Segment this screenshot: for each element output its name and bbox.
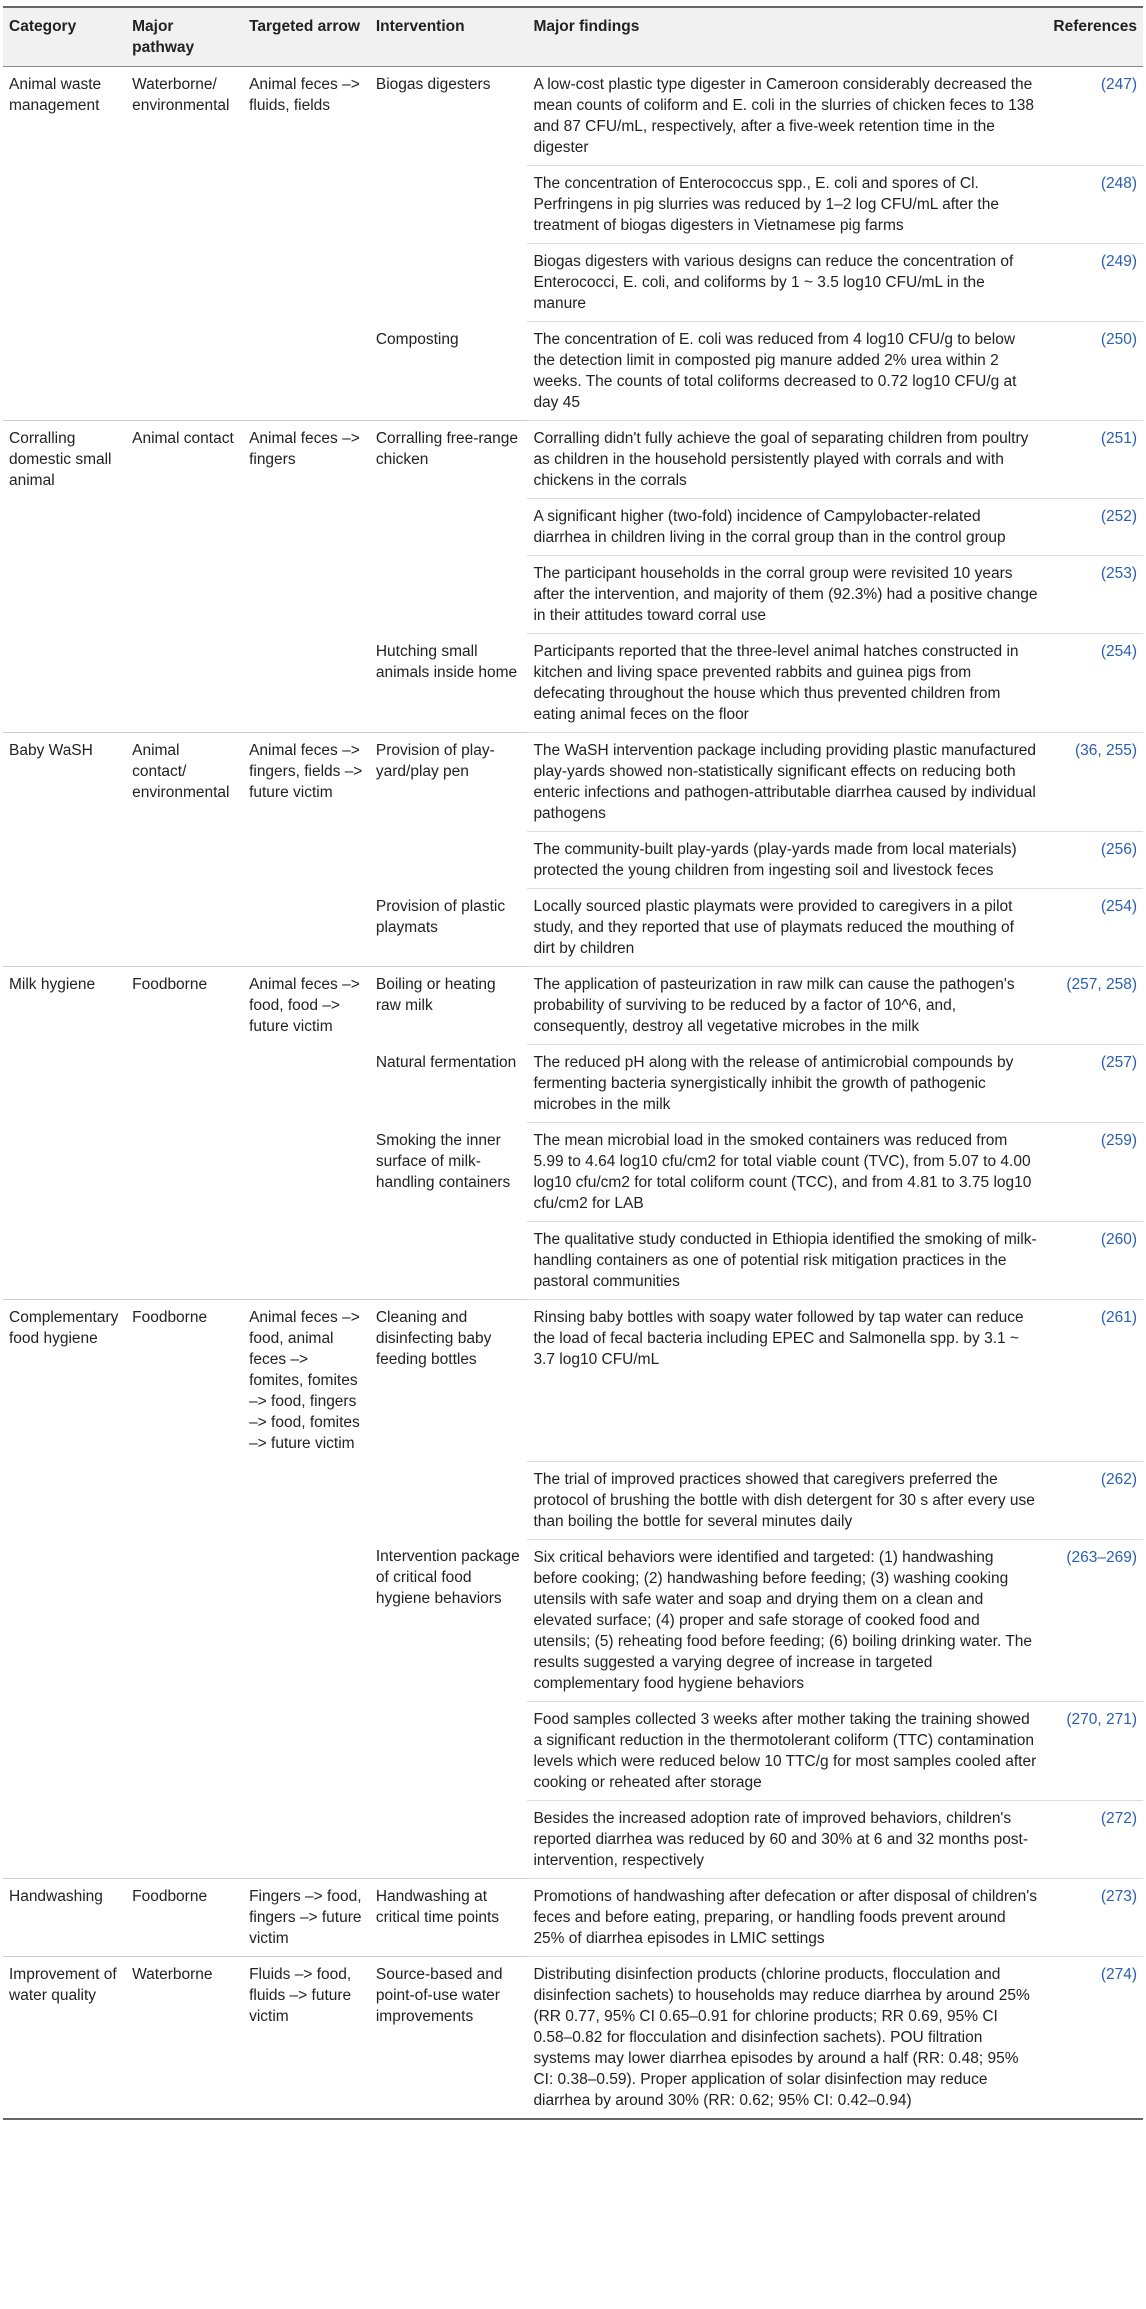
table-row xyxy=(3,1045,1143,1123)
row-reference[interactable]: (252) xyxy=(1045,499,1144,556)
row-reference[interactable]: (257, 258) xyxy=(1045,967,1144,1045)
row-intervention: Corralling free-range chicken xyxy=(370,421,528,499)
row-targeted-arrow xyxy=(243,832,370,889)
row-intervention xyxy=(370,499,528,556)
row-intervention: Handwashing at critical time points xyxy=(370,1878,528,1956)
row-targeted-arrow xyxy=(243,1123,370,1222)
row-intervention: Source-based and point-of-use water improvements xyxy=(370,1956,528,2119)
row-reference[interactable]: (259) xyxy=(1045,1123,1144,1222)
row-category: Complementary food hygiene xyxy=(3,1300,126,1462)
row-targeted-arrow xyxy=(243,322,370,421)
row-category xyxy=(3,1123,126,1222)
row-intervention xyxy=(370,1701,528,1800)
row-reference[interactable]: (254) xyxy=(1045,634,1144,733)
table-row xyxy=(3,421,1143,499)
row-reference[interactable]: (36, 255) xyxy=(1045,733,1144,832)
table-row xyxy=(3,1701,1143,1800)
row-pathway xyxy=(126,322,243,421)
row-intervention xyxy=(370,832,528,889)
header-category: Category xyxy=(3,7,126,67)
row-reference[interactable]: (274) xyxy=(1045,1956,1144,2119)
row-category xyxy=(3,166,126,244)
row-category: Baby WaSH xyxy=(3,733,126,832)
row-major-finding: The application of pasteurization in raw milk can cause the pathogen's probability of surviving to be reduced by a factor of 10^6, and, consequently, destroy all vegetative microbes in the milk xyxy=(527,967,1044,1045)
row-targeted-arrow xyxy=(243,1800,370,1878)
table-row xyxy=(3,322,1143,421)
row-intervention: Provision of play-yard/play pen xyxy=(370,733,528,832)
table-row xyxy=(3,1539,1143,1701)
row-intervention xyxy=(370,244,528,322)
row-targeted-arrow: Fluids –> food, fluids –> future victim xyxy=(243,1956,370,2119)
row-category xyxy=(3,1222,126,1300)
table-row xyxy=(3,832,1143,889)
table-row xyxy=(3,1123,1143,1222)
row-pathway xyxy=(126,832,243,889)
row-category xyxy=(3,322,126,421)
row-major-finding: Participants reported that the three-level animal hatches constructed in kitchen and living space prevented rabbits and guinea pigs from defecating throughout the house which thus prevented children from eating animal feces on the floor xyxy=(527,634,1044,733)
row-reference[interactable]: (262) xyxy=(1045,1461,1144,1539)
row-reference[interactable]: (251) xyxy=(1045,421,1144,499)
row-category xyxy=(3,1800,126,1878)
row-major-finding: The reduced pH along with the release of antimicrobial compounds by fermenting bacteria synergistically inhibit the growth of pathogenic microbes in the milk xyxy=(527,1045,1044,1123)
row-category xyxy=(3,499,126,556)
table-body xyxy=(3,67,1143,2119)
row-reference[interactable]: (256) xyxy=(1045,832,1144,889)
row-major-finding: A low-cost plastic type digester in Cameroon considerably decreased the mean counts of coliform and E. coli in the slurries of chicken feces to 138 and 87 CFU/mL, respectively, after a five-week retention time in the digester xyxy=(527,67,1044,166)
row-targeted-arrow xyxy=(243,166,370,244)
row-major-finding: Food samples collected 3 weeks after mother taking the training showed a significant reduction in the thermotolerant coliform (TTC) contamination levels which were reduced below 10 TTC/g for most samples cooled after cooking or reheated after storage xyxy=(527,1701,1044,1800)
row-targeted-arrow xyxy=(243,889,370,967)
row-category: Milk hygiene xyxy=(3,967,126,1045)
row-pathway: Waterborne/ environmental xyxy=(126,67,243,166)
row-targeted-arrow: Animal feces –> food, animal feces –> fomites, fomites –> food, fingers –> food, fomites –> future victim xyxy=(243,1300,370,1462)
table-header-row xyxy=(3,7,1143,67)
row-category xyxy=(3,634,126,733)
row-pathway: Foodborne xyxy=(126,967,243,1045)
row-intervention: Hutching small animals inside home xyxy=(375,642,518,681)
row-intervention: Smoking the inner surface of milk-handling containers xyxy=(375,1131,511,1191)
row-pathway: Animal contact/ environmental xyxy=(126,733,243,832)
row-category: Corralling domestic small animal xyxy=(3,421,126,499)
row-reference[interactable]: (250) xyxy=(1045,322,1144,421)
table-row xyxy=(3,1300,1143,1462)
row-major-finding: Biogas digesters with various designs can reduce the concentration of Enterococci, E. coli, and coliforms by 1 ~ 3.5 log10 CFU/mL in the manure xyxy=(527,244,1044,322)
table-row xyxy=(3,733,1143,832)
row-category xyxy=(3,1539,126,1701)
row-reference[interactable]: (257) xyxy=(1045,1045,1144,1123)
row-targeted-arrow: Animal feces –> fingers, fields –> future victim xyxy=(243,733,370,832)
row-reference[interactable]: (254) xyxy=(1045,889,1144,967)
row-intervention xyxy=(370,556,528,634)
table-row xyxy=(3,889,1143,967)
row-intervention xyxy=(370,1461,528,1539)
row-targeted-arrow: Animal feces –> fluids, fields xyxy=(243,67,370,166)
row-targeted-arrow xyxy=(243,1045,370,1123)
row-intervention: Natural fermentation xyxy=(375,1053,517,1071)
row-targeted-arrow xyxy=(243,556,370,634)
row-intervention: Provision of plastic playmats xyxy=(375,897,506,936)
row-intervention: Cleaning and disinfecting baby feeding bottles xyxy=(370,1300,528,1462)
row-pathway xyxy=(126,244,243,322)
row-reference[interactable]: (273) xyxy=(1045,1878,1144,1956)
row-pathway xyxy=(126,556,243,634)
row-reference[interactable]: (260) xyxy=(1045,1222,1144,1300)
row-pathway: Waterborne xyxy=(126,1956,243,2119)
row-major-finding: Six critical behaviors were identified and targeted: (1) handwashing before cooking; (2) handwashing before feeding; (3) washing cooking utensils with safe water and soap and drying them on a clean and elevated surface; (4) proper and safe storage of cooked food and utensils; (5) reheating food before feeding; (6) boiling drinking water. The results suggested a varying degree of increase in targeted complementary food hygiene behaviors xyxy=(527,1539,1044,1701)
row-pathway: Foodborne xyxy=(126,1878,243,1956)
table-row xyxy=(3,1878,1143,1956)
row-reference[interactable]: (261) xyxy=(1045,1300,1144,1462)
row-category xyxy=(3,1045,126,1123)
row-major-finding: The qualitative study conducted in Ethiopia identified the smoking of milk-handling containers as one of potential risk mitigation practices in the pastoral communities xyxy=(527,1222,1044,1300)
row-targeted-arrow: Animal feces –> fingers xyxy=(243,421,370,499)
row-reference[interactable]: (263–269) xyxy=(1045,1539,1144,1701)
row-reference[interactable]: (272) xyxy=(1045,1800,1144,1878)
table-row xyxy=(3,499,1143,556)
row-category xyxy=(3,556,126,634)
row-category xyxy=(3,832,126,889)
row-targeted-arrow xyxy=(243,1539,370,1701)
header-intervention: Intervention xyxy=(370,7,528,67)
row-pathway xyxy=(126,1045,243,1123)
row-major-finding: Locally sourced plastic playmats were provided to caregivers in a pilot study, and they reported that use of playmats reduced the mouthing of dirt by children xyxy=(527,889,1044,967)
row-targeted-arrow xyxy=(243,1461,370,1539)
row-pathway xyxy=(126,1222,243,1300)
row-reference[interactable]: (253) xyxy=(1045,556,1144,634)
row-intervention: Composting xyxy=(375,330,459,348)
table-row xyxy=(3,67,1143,166)
table-row xyxy=(3,1461,1143,1539)
row-reference[interactable]: (247) xyxy=(1045,67,1144,166)
row-intervention xyxy=(370,166,528,244)
row-targeted-arrow: Fingers –> food, fingers –> future victim xyxy=(243,1878,370,1956)
header-arrow: Targeted arrow xyxy=(243,7,370,67)
row-intervention: Biogas digesters xyxy=(370,67,528,166)
row-pathway xyxy=(126,1461,243,1539)
row-major-finding: The trial of improved practices showed that caregivers preferred the protocol of brushing the bottle with dish detergent for 30 s after every use than boiling the bottle for several minutes daily xyxy=(527,1461,1044,1539)
row-pathway xyxy=(126,1123,243,1222)
table-row xyxy=(3,967,1143,1045)
row-category: Animal waste management xyxy=(3,67,126,166)
row-targeted-arrow: Animal feces –> food, food –> future victim xyxy=(243,967,370,1045)
row-pathway xyxy=(126,1701,243,1800)
row-major-finding: The WaSH intervention package including providing plastic manufactured play-yards showed non-statistically significant effects on reducing both enteric infections and pathogen-attributable diarrhea caused by individual pathogens xyxy=(527,733,1044,832)
row-major-finding: Besides the increased adoption rate of improved behaviors, children's reported diarrhea was reduced by 60 and 30% at 6 and 32 months post-intervention, respectively xyxy=(527,1800,1044,1878)
table-row xyxy=(3,556,1143,634)
header-pathway: Major pathway xyxy=(126,7,243,67)
row-major-finding: A significant higher (two-fold) incidence of Campylobacter-related diarrhea in children living in the corral group than in the control group xyxy=(527,499,1044,556)
table-row xyxy=(3,1956,1143,2119)
table-row xyxy=(3,1800,1143,1878)
row-reference[interactable]: (270, 271) xyxy=(1045,1701,1144,1800)
row-pathway xyxy=(126,634,243,733)
header-findings: Major findings xyxy=(527,7,1044,67)
row-pathway xyxy=(126,1539,243,1701)
row-targeted-arrow xyxy=(243,1701,370,1800)
row-pathway xyxy=(126,1800,243,1878)
row-pathway: Foodborne xyxy=(126,1300,243,1462)
row-intervention: Boiling or heating raw milk xyxy=(370,967,528,1045)
row-major-finding: Promotions of handwashing after defecation or after disposal of children's feces and before eating, preparing, or handling foods prevent around 25% of diarrhea episodes in LMIC settings xyxy=(527,1878,1044,1956)
row-category xyxy=(3,1461,126,1539)
row-pathway xyxy=(126,889,243,967)
header-references: References xyxy=(1045,7,1144,67)
row-category xyxy=(3,244,126,322)
row-targeted-arrow xyxy=(243,244,370,322)
row-major-finding: The community-built play-yards (play-yards made from local materials) protected the young children from ingesting soil and livestock feces xyxy=(527,832,1044,889)
row-category xyxy=(3,1701,126,1800)
table-row xyxy=(3,244,1143,322)
row-targeted-arrow xyxy=(243,1222,370,1300)
row-targeted-arrow xyxy=(243,499,370,556)
row-major-finding: The mean microbial load in the smoked containers was reduced from 5.99 to 4.64 log10 cfu/cm2 for total viable count (TVC), from 5.07 to 4.00 log10 cfu/cm2 for total coliform count (TCC), and from 4.81 to 3.75 log10 cfu/cm2 for LAB xyxy=(527,1123,1044,1222)
interventions-table xyxy=(3,6,1143,2120)
row-pathway xyxy=(126,166,243,244)
row-category: Handwashing xyxy=(3,1878,126,1956)
row-major-finding: Distributing disinfection products (chlorine products, flocculation and disinfection sachets) to households may reduce diarrhea by around 25% (RR 0.77, 95% CI 0.65–0.91 for chlorine products; RR 0.69, 95% CI 0.58–0.82 for flocculation and disinfection sachets). POU filtration systems may lower diarrhea episodes by around a half (RR: 0.48; 95% CI: 0.38–0.59). Proper application of solar disinfection may reduce diarrhea by around 30% (RR: 0.62; 95% CI: 0.42–0.94) xyxy=(527,1956,1044,2119)
row-intervention xyxy=(370,1222,528,1300)
table-row xyxy=(3,1222,1143,1300)
row-major-finding: The concentration of Enterococcus spp., E. coli and spores of Cl. Perfringens in pig slurries was reduced by 1–2 log CFU/mL after the treatment of biogas digesters in Vietnamese pig farms xyxy=(527,166,1044,244)
row-reference[interactable]: (249) xyxy=(1045,244,1144,322)
row-major-finding: The participant households in the corral group were revisited 10 years after the intervention, and majority of them (92.3%) had a positive change in their attitudes toward corral use xyxy=(527,556,1044,634)
row-major-finding: The concentration of E. coli was reduced from 4 log10 CFU/g to below the detection limit in composted pig manure added 2% urea within 2 weeks. The counts of total coliforms decreased to 0.72 log10 CFU/g at day 45 xyxy=(527,322,1044,421)
row-pathway: Animal contact xyxy=(126,421,243,499)
row-intervention: Intervention package of critical food hygiene behaviors xyxy=(375,1548,520,1607)
table-row xyxy=(3,166,1143,244)
row-major-finding: Rinsing baby bottles with soapy water followed by tap water can reduce the load of fecal bacteria including EPEC and Salmonella spp. by 3.1 ~ 3.7 log10 CFU/mL xyxy=(527,1300,1044,1462)
row-targeted-arrow xyxy=(243,634,370,733)
row-category: Improvement of water quality xyxy=(3,1956,126,2119)
row-pathway xyxy=(126,499,243,556)
row-reference[interactable]: (248) xyxy=(1045,166,1144,244)
row-major-finding: Corralling didn't fully achieve the goal of separating children from poultry as children in the household persistently played with corrals and with chickens in the corrals xyxy=(527,421,1044,499)
row-intervention xyxy=(370,1800,528,1878)
table-row xyxy=(3,634,1143,733)
row-category xyxy=(3,889,126,967)
